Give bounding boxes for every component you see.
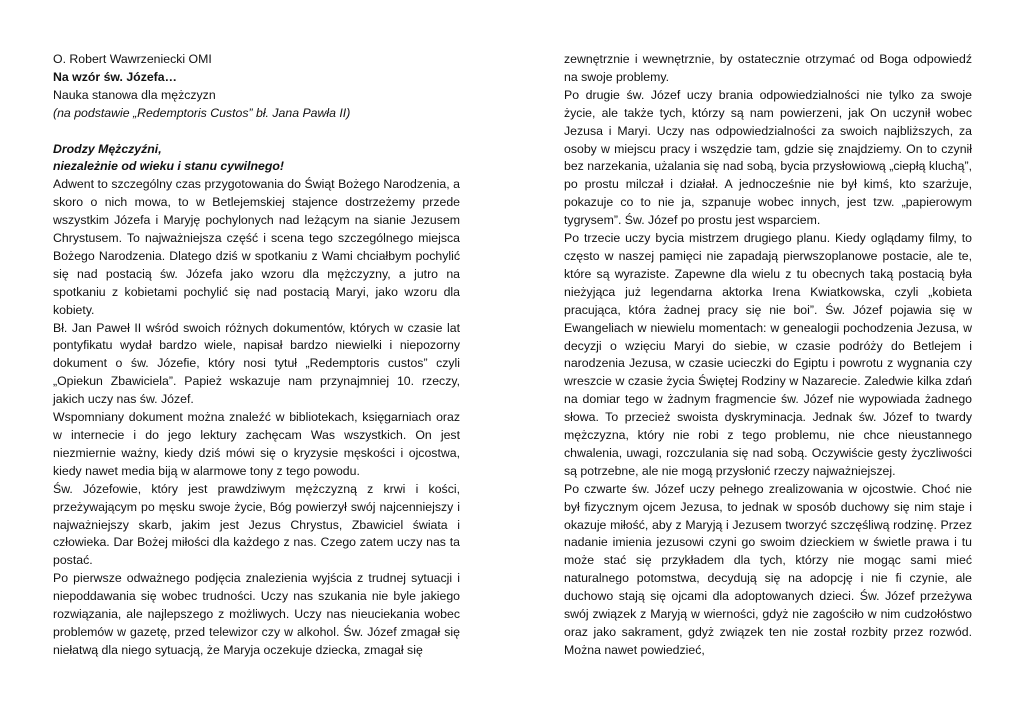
left-column (53, 51, 460, 660)
document-source: (na podstawie „Redemptoris Custos” bł. Jana Pawła II) (53, 105, 351, 120)
document-subtitle: Nauka stanowa dla mężczyzn (53, 87, 216, 102)
paragraph-third-lesson: Po trzecie uczy bycia mistrzem drugiego planu. Kiedy oglądamy filmy, to często w naszej pamięci nie zapadają pierwszoplanowe postacie, ale te, które są wyraziste. Zapewne dla wielu z tu obecnych taką postacią była nieżyjąca już legendarna aktorka Irena Kwiatkowska, czyli „kobieta pracująca, która żadnej pracy się nie boi”. Św. Józef pojawia się w Ewangeliach w niewielu momentach: w genealogii pochodzenia Jezusa, w decyzji o wzięciu Maryi do siebie, w czasie podróży do Betlejem i narodzenia Jezusa, w czasie ucieczki do Egiptu i powrotu z wygnania czy wreszcie w czasie życia Świętej Rodziny w Nazarecie. Zaledwie kilka zdań na domiar tego w żadnym fragmencie św. Józef nie wypowiada żadnego słowa. To przecież swoista dyskryminacja. Jednak św. Józef to twardy mężczyzna, który nie robi z tego problemu, nie chce nieustannego chwalenia, uwagi, rozczulania się nad sobą. Oczywiście gesty życzliwości są potrzebne, ale nie mogą przysłonić rzeczy najważniejszej. (564, 231, 972, 478)
greeting-line-1: Drodzy Mężczyźni, (53, 141, 162, 156)
paragraph-second-lesson: Po drugie św. Józef uczy brania odpowiedzialności nie tylko za swoje życie, ale także tych, którzy są nam powierzeni, jak On uczynił wobec Jezusa i Maryi. Uczy nas odpowiedzialności za swoich najbliższych, za osoby w miejscu pracy i wszędzie tam, gdzie się znajdziemy. On to czynił bez narzekania, użalania się nad sobą, bycia przysłowiową „ciepłą kluchą”, po prostu milczał i działał. A jednocześnie nie był kimś, kto szarżuje, pokazuje co to nie ja, szpanuje wobec innych, jest tzw. „papierowym tygrysem”. Św. Józef po prostu jest wsparciem. (564, 87, 972, 228)
paragraph-document-reading: Wspomniany dokument można znaleźć w bibliotekach, księgarniach oraz w internecie i do jego lektury zachęcam Was wszystkich. On jest niezmiernie ważny, kiedy dziś mówi się o kryzysie męskości i ojcostwa, kiedy nawet media biją w alarmowe tony z tego powodu. (53, 410, 460, 478)
paragraph-first-lesson: Po pierwsze odważnego podjęcia znalezienia wyjścia z trudnej sytuacji i niepoddawania się wobec trudności. Uczy nas szukania nie byle jakiego rozwiązania, ale najlepszego z możliwych. Uczy nas nieuciekania wobec problemów w gazetę, przed telewizor czy w alkohol. Św. Józef zmagał się niełatwą dla niego sytuacją, że Maryja oczekuje dziecka, zmagał się (53, 571, 460, 657)
paragraph-true-man: Św. Józefowie, który jest prawdziwym mężczyzną z krwi i kości, przeżywającym po męsku swoje życie, Bóg powierzył swój najcenniejszy i najważniejszy skarb, jakim jest Jezus Chrystus, Zbawiciel świata i człowieka. Dar Bożej miłości dla każdego z nas. Czego zatem uczy nas ta postać. (53, 481, 460, 568)
paragraph-first-lesson-cont: zewnętrznie i wewnętrznie, by ostatecznie otrzymać od Boga odpowiedź na swoje problemy. (564, 52, 972, 84)
author-line: O. Robert Wawrzeniecki OMI (53, 52, 212, 66)
paragraph-fourth-lesson: Po czwarte św. Józef uczy pełnego zrealizowania w ojcostwie. Choć nie był fizycznym ojcem Jezusa, to jednak w sposób duchowy się nim staje i okazuje miłość, aby z Maryją i Jezusem tworzyć szczęśliwą rodzinę. Przez nadanie imienia jezusowi czyni go swoim dzieckiem w świetle prawa i tu może stać się przykładem dla tych, którzy nie mogąc sami mieć naturalnego potomstwa, decydują się na adopcję i nie fi czynie, ale duchowo stają się ojcami dla adoptowanych dzieci. Św. Józef przeżywa swój związek z Maryją w wierności, gdyż nie zagościło w nim cudzołóstwo oraz jako sakrament, gdyż związek ten nie został rozbity przez rozwód. Można nawet powiedzieć, (564, 481, 972, 657)
paragraph-redemptoris-custos: Bł. Jan Paweł II wśród swoich różnych dokumentów, których w czasie lat pontyfikatu wydał bardzo wiele, napisał bardzo niewielki i niepozorny dokument o św. Józefie, który nosi tytuł „Redemptoris custos” czyli „Opiekun Zbawiciela”. Papież wskazuje nam przynajmniej 10. rzeczy, jakich uczy nas św. Józef. (53, 320, 460, 407)
greeting-line-2: niezależnie od wieku i stanu cywilnego! (53, 159, 284, 174)
document-title: Na wzór św. Józefa… (53, 69, 177, 84)
right-column (564, 51, 972, 660)
paragraph-advent: Adwent to szczególny czas przygotowania do Świąt Bożego Narodzenia, a skoro o nich mowa, to w Betlejemskiej stajence dostrzeżemy przede wszystkim Józefa i Maryję pochylonych nad leżącym na sianie Jezusem Chrystusem. To najważniejsza część i scena tego szczególnego miejsca Bożego Narodzenia. Dlatego dziś w spotkaniu z Wami chciałbym pochylić się nad postacią św. Józefa jako wzoru dla mężczyzny, a jutro na spotkaniu z kobietami pochylić się nad postacią Maryi, jako wzoru dla kobiety. (53, 177, 460, 317)
spacer (53, 123, 460, 141)
